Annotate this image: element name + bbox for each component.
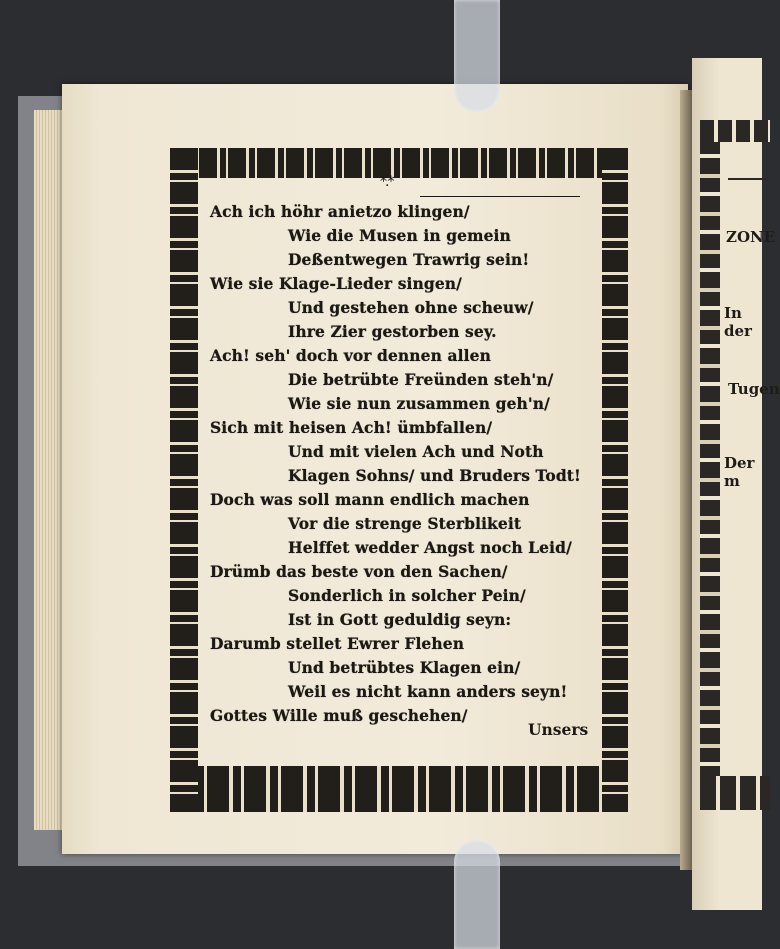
border-right (602, 148, 628, 812)
poem-line: Ach ich höhr anietzo klingen/ (210, 202, 470, 221)
poem-line: Und betrübtes Klagen ein/ (288, 658, 521, 677)
poem-line: Und gestehen ohne scheuw/ (288, 298, 534, 317)
poem-line: Ist in Gott geduldig seyn: (288, 610, 512, 629)
poem-line: Ihre Zier gestorben sey. (288, 322, 497, 341)
poem-line: Wie sie Klage-Lieder singen/ (210, 274, 462, 293)
poem-line: Drümb das beste von den Sachen/ (210, 562, 508, 581)
poem-line: Wie die Musen in gemein (288, 226, 511, 245)
poem-line: Sonderlich in solcher Pein/ (288, 586, 526, 605)
right-page-border (700, 120, 720, 810)
right-page-word-4: Der m (724, 454, 755, 490)
poem-line: Weil es nicht kann anders seyn! (288, 682, 568, 701)
border-top (170, 148, 628, 178)
poem-line: Wie sie nun zusammen geh'n/ (288, 394, 550, 413)
poem-line: Gottes Wille muß geschehen/ (210, 706, 468, 725)
poem-line: Die betrübte Freünden steh'n/ (288, 370, 554, 389)
catchword: Unsers (528, 720, 589, 739)
right-page-rule (728, 178, 768, 180)
asterism-ornament: *.* (380, 174, 393, 190)
poem-line: Klagen Sohns/ und Bruders Todt! (288, 466, 581, 485)
right-page-border-top (700, 120, 770, 142)
poem-line: Und mit vielen Ach und Noth (288, 442, 544, 461)
poem-line: Doch was soll mann endlich machen (210, 490, 530, 509)
poem-line: Darumb stellet Ewrer Flehen (210, 634, 465, 653)
right-page-word-1: ZONE (726, 228, 776, 246)
poem-line: Deßentwegen Trawrig sein! (288, 250, 530, 269)
right-page-word-2: In der (724, 304, 752, 340)
poem-line: Sich mit heisen Ach! ümbfallen/ (210, 418, 493, 437)
border-bottom (170, 766, 628, 812)
poem-line: Helffet wedder Angst noch Leid/ (288, 538, 572, 557)
right-page-word-3: Tugen (728, 380, 780, 398)
header-rule (420, 196, 580, 197)
page-clip-bottom (454, 840, 500, 949)
right-page-border-bottom (700, 776, 770, 810)
poem-line: Ach! seh' doch vor dennen allen (210, 346, 491, 365)
page-clip-top (454, 0, 500, 112)
poem-line: Vor die strenge Sterblikeit (288, 514, 522, 533)
border-left (170, 148, 198, 812)
